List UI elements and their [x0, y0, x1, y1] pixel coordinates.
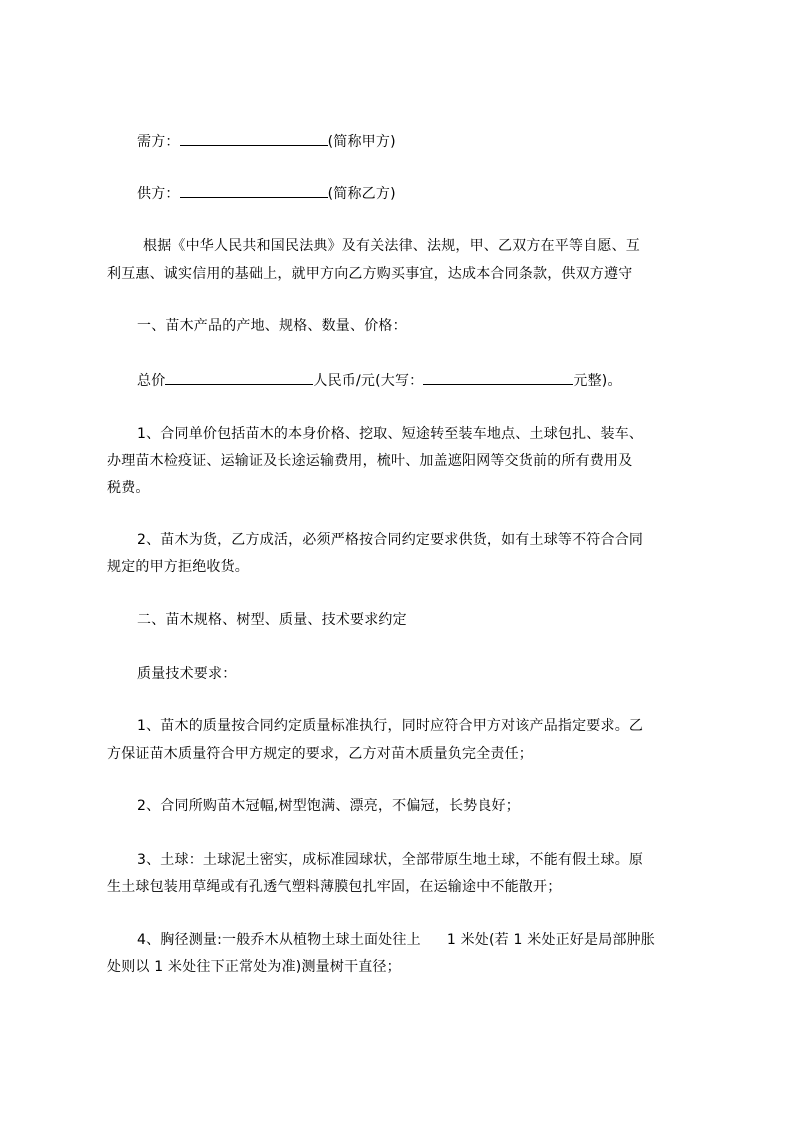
section1-heading: 一、苗木产品的产地、规格、数量、价格： — [137, 318, 407, 334]
s2-item1-line-1: 1、苗木的质量按合同约定质量标准执行，同时应符合甲方对该产品指定要求。乙 — [137, 718, 644, 734]
s1-item1-line-2: 办理苗木检疫证、运输证及长途运输费用，梳叶、加盖遮阳网等交货前的所有费用及 — [107, 453, 633, 469]
seller-line — [137, 183, 396, 204]
s2-item4-part-a: 4、胸径测量:一般乔木从植物土球土面处往上 — [137, 932, 421, 948]
s2-item3-line-2: 生土球包装用草绳或有孔透气塑料薄膜包扎牢固，在运输途中不能散开； — [107, 879, 562, 895]
seller-suffix: (简称乙方) — [327, 186, 396, 202]
seller-name-blank[interactable] — [180, 183, 328, 198]
total-suffix: 元整)。 — [573, 373, 622, 389]
total-amount-words-blank[interactable] — [423, 370, 573, 385]
total-mid: 人民币/元(大写： — [313, 373, 424, 389]
intro-line-2: 利互惠、诚实信用的基础上，就甲方向乙方购买事宜，达成本合同条款，供双方遵守 — [107, 266, 633, 282]
s2-item4-line-1 — [137, 930, 655, 950]
s2-item4-line-2: 处则以 1 米处往下正常处为准)测量树干直径； — [107, 959, 401, 975]
buyer-name-blank[interactable] — [180, 131, 328, 146]
s2-item3-line-1: 3、土球：土球泥土密实，成标准园球状，全部带原生地土球，不能有假土球。原 — [137, 852, 644, 868]
section2-subheading: 质量技术要求： — [137, 666, 237, 682]
s2-item2-line-1: 2、合同所购苗木冠幅,树型饱满、漂亮，不偏冠，长势良好； — [137, 798, 520, 814]
s2-item1-line-2: 方保证苗木质量符合甲方规定的要求，乙方对苗木质量负完全责任； — [107, 746, 533, 762]
s1-item2-line-2: 规定的甲方拒绝收货。 — [107, 559, 249, 575]
buyer-suffix: (简称甲方) — [327, 134, 396, 150]
s1-item1-line-3: 税费。 — [107, 480, 150, 496]
s1-item1-line-1: 1、合同单价包括苗木的本身价格、挖取、短途转至装车地点、土球包扎、装车、 — [137, 426, 644, 442]
s1-item2-line-1: 2、苗木为货，乙方成活，必须严格按合同约定要求供货，如有土球等不符合合同 — [137, 532, 644, 548]
total-price-line — [137, 370, 622, 391]
section2-heading: 二、苗木规格、树型、质量、技术要求约定 — [137, 612, 407, 628]
seller-label: 供方： — [137, 186, 180, 202]
intro-line-1: 根据《中华人民共和国民法典》及有关法律、法规，甲、乙双方在平等自愿、互 — [143, 238, 640, 254]
buyer-label: 需方： — [137, 134, 180, 150]
s2-item4-part-b: 1 米处(若 1 米处正好是局部肿胀 — [446, 932, 656, 948]
total-amount-blank[interactable] — [165, 370, 313, 385]
buyer-line — [137, 131, 396, 152]
total-prefix: 总价 — [137, 373, 166, 389]
